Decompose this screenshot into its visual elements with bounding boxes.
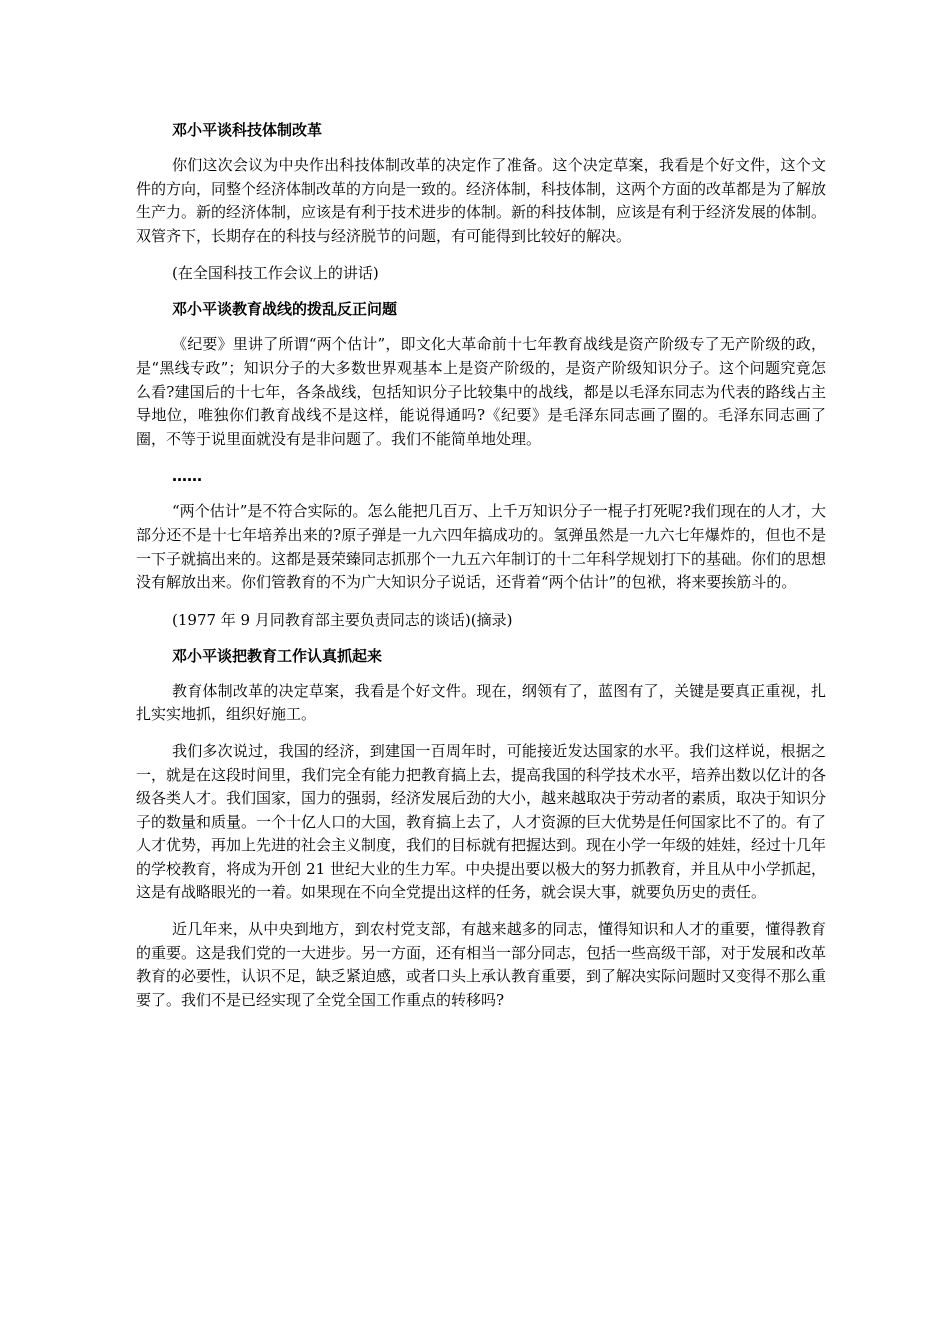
paragraph: 我们多次说过，我国的经济，到建国一百周年时，可能接近发达国家的水平。我们这样说，根据之一，就是在这段时间里，我们完全有能力把教育搞上去，提高我国的科学技术水平，培养出数以亿计的各级各类人才。我们国家，国力的强弱，经济发展后劲的大小，越来越取决于劳动者的素质，取决于知识分子的数量和质量。一个十亿人口的大国，教育搞上去了，人才资源的巨大优势是任何国家比不了的。有了人才优势，再加上先进的社会主义制度，我们的目标就有把握达到。现在小学一年级的娃娃，经过十几年的学校教育，将成为开创 21 世纪大业的生力军。中央提出要以极大的努力抓教育，并且从中小学抓起，这是有战略眼光的一着。如果现在不向全党提出这样的任务，就会误大事，就要负历史的责任。 [136,741,827,902]
section-title-science-reform: 邓小平谈科技体制改革 [172,121,323,139]
paragraph: “两个估计”是不符合实际的。怎么能把几百万、上千万知识分子一棍子打死呢?我们现在的人才，大部分还不是十七年培养出来的?原子弹是一九六四年搞成功的。氢弹虽然是一九六七年爆炸的，但也不是一下子就搞出来的。这都是聂荣臻同志抓那个一九五六年制订的十二年科学规划打下的基础。你们的思想没有解放出来。你们管教育的不为广大知识分子说话，还背着“两个估计”的包袱，将来要挨筋斗的。 [136,502,827,592]
ellipsis-mark: …… [172,467,202,486]
paragraph: 近几年来，从中央到地方，到农村党支部，有越来越多的同志，懂得知识和人才的重要，懂得教育的重要。这是我们党的一大进步。另一方面，还有相当一部分同志，包括一些高级干部，对于发展和改革教育的必要性，认识不足，缺乏紧迫感，或者口头上承认教育重要，到了解决实际问题时又变得不那么重要了。我们不是已经实现了全党全国工作重点的转移吗? [136,920,827,1009]
paragraph: 你们这次会议为中央作出科技体制改革的决定作了准备。这个决定草案，我看是个好文件，这个文件的方向，同整个经济体制改革的方向是一致的。经济体制，科技体制，这两个方面的改革都是为了解放生产力。新的经济体制，应该是有利于技术进步的体制。新的科技体制，应该是有利于经济发展的体制。双管齐下，长期存在的科技与经济脱节的问题，有可能得到比较好的解决。 [136,156,827,245]
source-note: (在全国科技工作会议上的讲话) [172,264,379,283]
paragraph: 教育体制改革的决定草案，我看是个好文件。现在，纲领有了，蓝图有了，关键是要真正重视，扎扎实实地抓，组织好施工。 [136,681,826,724]
section-title-education-front: 邓小平谈教育战线的拨乱反正问题 [172,300,398,319]
section-title-education-work: 邓小平谈把教育工作认真抓起来 [172,646,383,665]
source-note: (1977 年 9 月同教育部主要负责同志的谈话)(摘录) [172,610,513,629]
document-page [136,118,826,1025]
paragraph: 《纪要》里讲了所谓“两个估计”，即文化大革命前十七年教育战线是资产阶级专了无产阶级的政，是“黑线专政”；知识分子的大多数世界观基本上是资产阶级的，是资产阶级知识分子。这个问题究竟怎么看?建国后的十七年，各条战线，包括知识分子比较集中的战线，都是以毛泽东同志为代表的路线占主导地位，唯独你们教育战线不是这样，能说得通吗?《纪要》是毛泽东同志画了圈的。毛泽东同志画了圈，不等于说里面就没有是非问题了。我们不能简单地处理。 [136,335,826,448]
